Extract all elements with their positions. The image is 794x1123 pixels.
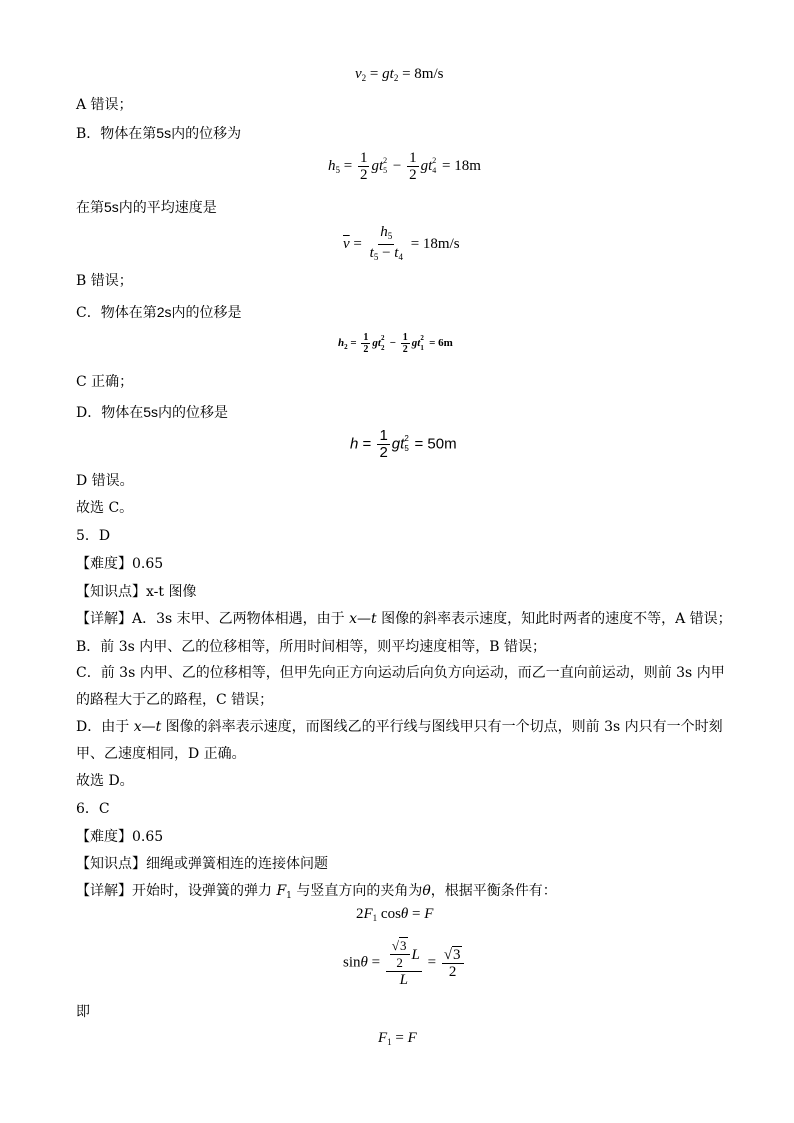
equation-cos: $2F_1$ cosθ = F bbox=[356, 906, 434, 923]
text-avg-intro: 在第5s内的平均速度是 bbox=[76, 199, 217, 216]
q5-detail-d1: D．由于 x—t 图像的斜率表示速度，而图线乙的平行线与图线甲只有一个切点，则前 3s 内只有一个时刻 bbox=[76, 719, 723, 735]
text-choose-c: 故选 C。 bbox=[76, 500, 134, 516]
equation-h5: $h_5$ = $\frac{1}{2}$ gt 2 5 − $\frac{1}{2}$ gt 2 4 = 18m bbox=[328, 150, 481, 183]
q5-answer: 5．D bbox=[76, 528, 111, 544]
q5-knowledge: 【知识点】x-t 图像 bbox=[76, 584, 197, 600]
q5-detail-b: B．前 3s 内甲、乙的位移相等，所用时间相等，则平均速度相等，B 错误； bbox=[76, 639, 547, 655]
q5-detail-a: 【详解】A．3s 末甲、乙两物体相遇，由于 x—t 图像的斜率表示速度，知此时两者的速度不等，A 错误； bbox=[76, 611, 732, 627]
text-d-wrong: D 错误。 bbox=[76, 473, 134, 489]
text-b-intro: B．物体在第5s内的位移为 bbox=[76, 125, 242, 142]
text-d-intro: D．物体在5s内的位移是 bbox=[76, 404, 229, 421]
equation-v2: $v_2 = gt_2 = 8m/s$ bbox=[355, 66, 444, 83]
equation-h: h = $\frac{1}{2}$ gt 2 5 = 50m bbox=[350, 427, 457, 461]
text-b-wrong: B 错误； bbox=[76, 273, 133, 289]
equation-average-velocity: $\overline{v}$ = $\frac{h_5}{t_5 - t_4}$ = 18m/s bbox=[343, 224, 460, 262]
text-a-wrong: A 错误； bbox=[76, 97, 133, 113]
q5-detail-d2: 甲、乙速度相同，D 正确。 bbox=[76, 746, 246, 762]
q5-choose: 故选 D。 bbox=[76, 773, 134, 789]
q6-detail: 【详解】开始时，设弹簧的弹力 $F_1$ 与竖直方向的夹角为θ，根据平衡条件有： bbox=[76, 883, 557, 901]
text-c-right: C 正确； bbox=[76, 374, 134, 390]
q6-knowledge: 【知识点】细绳或弹簧相连的连接体问题 bbox=[76, 856, 328, 872]
q5-detail-c1: C．前 3s 内甲、乙的位移相等，但甲先向正方向运动后向负方向运动，而乙一直向前运动，则前 3s 内甲 bbox=[76, 665, 725, 681]
time-5s: 5s bbox=[156, 125, 172, 141]
text-c-intro: C．物体在第2s内的位移是 bbox=[76, 304, 242, 321]
q6-answer: 6．C bbox=[76, 801, 110, 817]
q5-difficulty: 【难度】0.65 bbox=[76, 556, 164, 572]
equation-h2: $h_2$ = $\frac{1}{2}$ gt 2 2 − $\frac{1}{2}$ gt 2 1 = 6m bbox=[338, 332, 453, 355]
text-ji: 即 bbox=[76, 1004, 90, 1020]
q5-detail-c2: 的路程大于乙的路程，C 错误； bbox=[76, 692, 274, 708]
q6-difficulty: 【难度】0.65 bbox=[76, 829, 164, 845]
equation-sin: sinθ = $\frac{√3}{2}$ L L = $\frac{√3}{2}$ bbox=[343, 938, 466, 988]
equation-f1: $F_1 = F$ bbox=[378, 1030, 417, 1047]
